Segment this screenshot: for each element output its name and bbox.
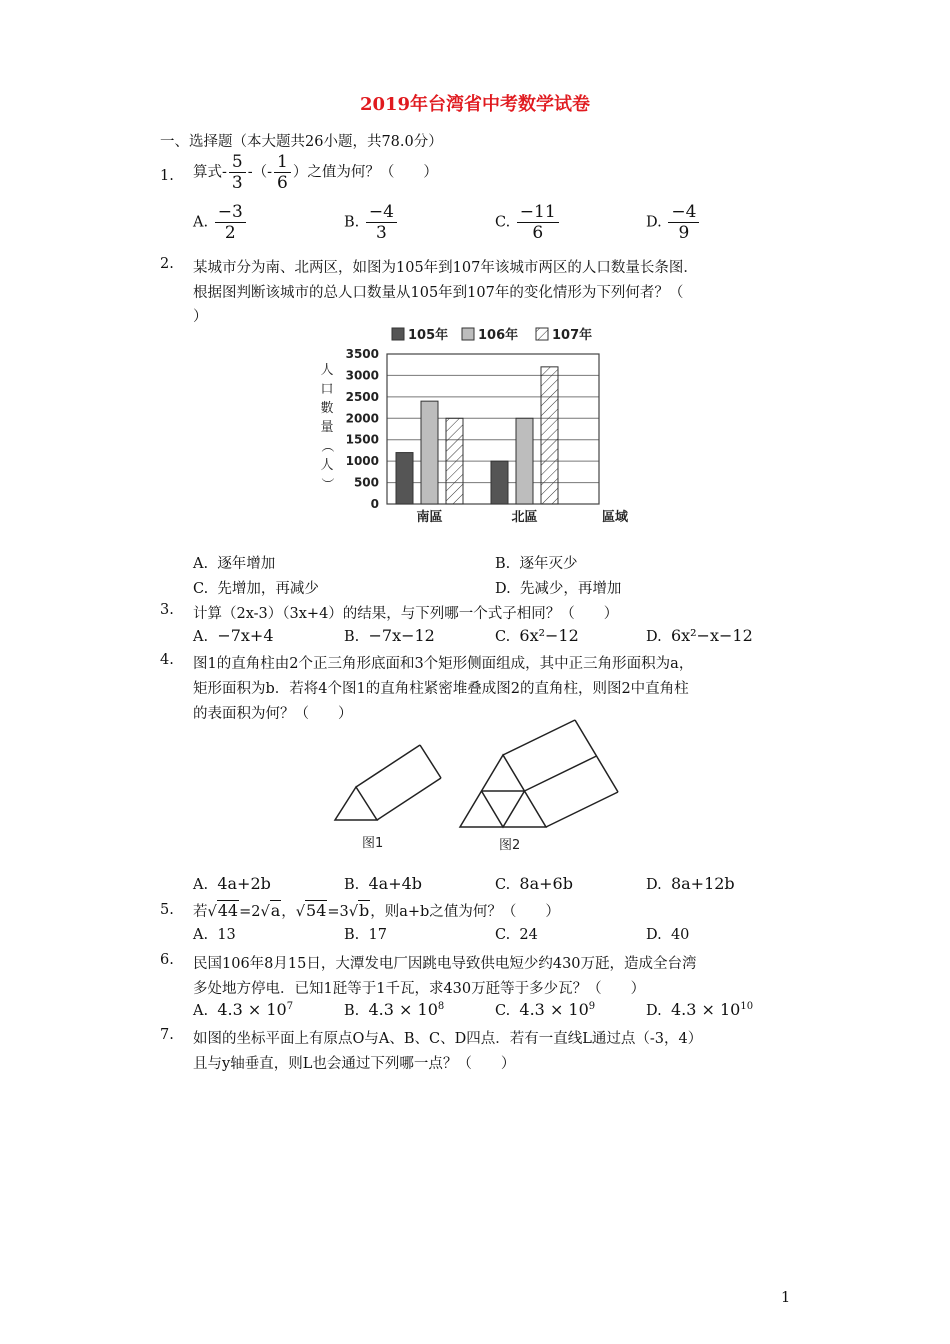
q5-a-label: A. — [193, 927, 209, 943]
q5-option-d[interactable] — [646, 927, 689, 943]
q3-b-text: −7x−12 — [368, 626, 435, 645]
y-axis-label-char: 人 — [320, 363, 334, 378]
q5-c-text: 24 — [519, 927, 538, 943]
q4-d-text: 8a+12b — [670, 874, 735, 893]
q2-line2: 根据图判断该城市的总人口数量从105年到107年的变化情形为下列何者？（ — [193, 285, 684, 301]
legend-label: 106年 — [478, 328, 519, 343]
legend-swatch-106年 — [462, 328, 474, 340]
q5-c-label: C. — [495, 927, 511, 943]
q6-a-base: 4.3 × 10 — [217, 1000, 287, 1019]
q1-f2-den: 6 — [277, 173, 288, 193]
q6-line1: 民国106年8月15日，大潭发电厂因跳电导致供电短少约430万瓩，造成全台湾 — [193, 956, 697, 972]
chart-legend — [392, 327, 592, 343]
q4-line3: 的表面积为何？（ ） — [193, 706, 353, 722]
y-tick-label: 1000 — [345, 454, 379, 469]
q3-d-text: 6x²−x−12 — [670, 626, 753, 645]
q5-part1: 若 — [193, 904, 208, 920]
q3-option-b[interactable] — [344, 626, 435, 645]
q2-option-b[interactable] — [495, 552, 577, 573]
q2-option-a[interactable] — [193, 552, 275, 573]
legend-label: 107年 — [552, 328, 593, 343]
q4-b-text: 4a+4b — [368, 874, 423, 893]
q4-b-label: B. — [344, 877, 360, 893]
q1-f1-num: 5 — [229, 152, 246, 173]
y-axis-label-char: 人 — [320, 458, 334, 473]
q1-prefix: 算式- — [193, 164, 227, 181]
legend-swatch-105年 — [392, 328, 404, 340]
q1-option-c[interactable] — [495, 202, 561, 243]
q5-option-b[interactable] — [344, 927, 387, 943]
q5-stem: 若√44=2√a，√54=3√b，则a+b之值为何？（ ） — [193, 901, 560, 920]
q6-option-b[interactable] — [344, 1000, 444, 1019]
bar-106年-南區 — [421, 401, 438, 504]
y-axis-label-char: 口 — [320, 382, 334, 397]
q6-d-label: D. — [646, 1003, 662, 1019]
q4-option-d[interactable] — [646, 874, 735, 893]
y-tick-label: 3500 — [345, 347, 379, 361]
y-tick-label: 2000 — [345, 411, 379, 426]
q6-c-base: 4.3 × 10 — [519, 1000, 589, 1019]
y-tick-label: 500 — [353, 475, 379, 490]
q1-mid: -（- — [247, 164, 273, 181]
q3-b-label: B. — [344, 629, 360, 645]
q5-radicand-2: a — [270, 901, 281, 920]
q6-option-c[interactable] — [495, 1000, 595, 1019]
page-title: 2019年台湾省中考数学试卷 — [359, 94, 591, 115]
q1-suffix: ）之值为何？（ ） — [292, 164, 438, 181]
q1-d-num: −4 — [668, 202, 699, 223]
section-heading: 一、选择题（本大题共26小题，共78.0分） — [160, 134, 443, 150]
bar-107年-北區 — [541, 367, 558, 504]
q1-c-den: 6 — [532, 223, 544, 243]
bar-107年-南區 — [446, 418, 463, 504]
q2-a-label: A. — [193, 556, 209, 572]
q3-a-label: A. — [193, 629, 209, 645]
q3-option-a[interactable] — [193, 626, 274, 645]
bar-106年-北區 — [516, 418, 533, 504]
y-tick-label: 3000 — [345, 368, 379, 383]
q1-d-den: 9 — [678, 223, 690, 243]
q7-line1: 如图的坐标平面上有原点O与A、B、C、D四点．若有一直线L通过点（-3，4） — [193, 1031, 703, 1047]
q1-b-den: 3 — [375, 223, 387, 243]
q1-b-label: B. — [344, 214, 360, 231]
q5-part3: ， — [281, 904, 296, 920]
chart-bars — [396, 367, 558, 504]
y-axis-label-char: 數 — [320, 401, 334, 416]
q1-f1-den: 3 — [231, 173, 243, 193]
q5-a-text: 13 — [217, 927, 236, 943]
q2-option-d[interactable] — [495, 577, 621, 598]
q4-option-a[interactable] — [193, 874, 271, 893]
q4-option-b[interactable] — [344, 874, 422, 893]
chart-axis-labels — [319, 347, 629, 525]
figure-1-prism — [335, 745, 441, 820]
q6-c-exp: 9 — [588, 1001, 596, 1013]
q1-fraction-2 — [274, 152, 291, 193]
q4-option-c[interactable] — [495, 874, 573, 893]
q2-line3: ） — [193, 309, 208, 325]
q1-b-num: −4 — [366, 202, 397, 223]
q1-number: 1. — [160, 168, 174, 184]
q1-c-num: −11 — [517, 202, 559, 223]
q4-line1: 图1的直角柱由2个正三角形底面和3个矩形侧面组成，其中正三角形面积为a， — [193, 656, 694, 672]
q3-option-d[interactable] — [646, 626, 753, 645]
q5-radicand-4: b — [359, 901, 370, 920]
q4-c-text: 8a+6b — [519, 874, 573, 893]
q3-number: 3. — [160, 602, 174, 618]
q5-b-label: B. — [344, 927, 360, 943]
q1-a-label: A. — [193, 214, 209, 231]
q2-d-text: 先减少，再增加 — [519, 581, 622, 597]
q5-d-text: 40 — [670, 927, 690, 943]
q2-c-text: 先增加，再减少 — [217, 581, 319, 597]
q1-option-b[interactable] — [344, 202, 399, 243]
q6-option-a[interactable] — [193, 1000, 293, 1019]
q7-number: 7. — [160, 1027, 174, 1043]
q3-stem: 计算（2x-3）（3x+4）的结果，与下列哪一个式子相同？（ ） — [193, 606, 619, 622]
q6-b-exp: 8 — [437, 1001, 445, 1013]
q6-b-label: B. — [344, 1003, 360, 1019]
figure-2-prism — [460, 720, 618, 827]
q2-line1: 某城市分为南、北两区，如图为105年到107年该城市两区的人口数量长条图． — [193, 260, 698, 276]
q3-d-label: D. — [646, 629, 662, 645]
y-axis-label-char: 量 — [320, 420, 334, 435]
q5-option-c[interactable] — [495, 927, 538, 943]
q6-option-d[interactable] — [646, 1000, 753, 1019]
q2-option-c[interactable] — [193, 577, 319, 598]
q3-c-text: 6x²−12 — [519, 626, 579, 645]
q4-c-label: C. — [495, 877, 511, 893]
q5-part4: =3 — [327, 904, 349, 920]
q2-c-label: C. — [193, 581, 209, 597]
q2-d-label: D. — [495, 581, 511, 597]
q4-a-label: A. — [193, 877, 209, 893]
q4-line2: 矩形面积为b．若将4个图1的直角柱紧密堆叠成图2的直角柱，则图2中直角柱 — [193, 681, 689, 697]
q1-option-a[interactable] — [193, 202, 248, 243]
q5-radicand-3: 54 — [306, 901, 327, 920]
figure-2-label: 图2 — [499, 838, 521, 853]
q2-number: 2. — [160, 256, 174, 272]
q6-d-exp: 10 — [740, 1001, 754, 1013]
q3-a-text: −7x+4 — [217, 626, 274, 645]
q4-a-text: 4a+2b — [217, 874, 271, 893]
q1-fraction-1 — [229, 152, 246, 193]
y-axis-label-char: ） — [319, 477, 334, 491]
q5-number: 5. — [160, 902, 174, 918]
q6-c-label: C. — [495, 1003, 511, 1019]
q5-radicand-1: 44 — [217, 901, 239, 920]
population-bar-chart — [300, 320, 640, 530]
q2-b-text: 逐年灭少 — [519, 556, 578, 572]
figure-1-label: 图1 — [362, 836, 384, 851]
q1-c-label: C. — [495, 214, 511, 231]
x-axis-label: 區域 — [601, 510, 629, 525]
legend-swatch-107年 — [536, 328, 548, 340]
bar-105年-北區 — [491, 461, 508, 504]
q6-number: 6. — [160, 952, 174, 968]
x-tick-label: 北區 — [511, 510, 538, 525]
q1-a-den: 2 — [224, 223, 236, 243]
q1-f2-num: 1 — [274, 152, 291, 173]
q5-option-a[interactable] — [193, 927, 236, 943]
y-tick-label: 2500 — [345, 389, 379, 404]
q2-b-label: B. — [495, 556, 511, 572]
q6-a-exp: 7 — [286, 1001, 294, 1013]
y-tick-label: 1500 — [345, 432, 379, 447]
q1-a-num: −3 — [215, 202, 246, 223]
q5-b-text: 17 — [368, 927, 387, 943]
q4-number: 4. — [160, 652, 174, 668]
q7-line2: 且与y轴垂直，则L也会通过下列哪一点？（ ） — [193, 1056, 516, 1072]
q6-b-base: 4.3 × 10 — [368, 1000, 438, 1019]
q1-option-d[interactable] — [646, 202, 701, 243]
x-tick-label: 南區 — [416, 510, 443, 525]
q5-part2: =2 — [239, 904, 261, 920]
y-tick-label: 0 — [370, 497, 379, 511]
q1-d-label: D. — [646, 214, 662, 231]
prism-figures — [325, 715, 645, 860]
y-axis-label-char: （ — [319, 439, 334, 453]
q6-line2: 多处地方停电．已知1瓩等于1千瓦，求430万瓩等于多少瓦？（ ） — [193, 981, 646, 997]
q5-part5: ，则a+b之值为何？（ ） — [370, 904, 560, 920]
q5-d-label: D. — [646, 927, 662, 943]
bar-105年-南區 — [396, 453, 413, 504]
legend-label: 105年 — [408, 328, 449, 343]
q1-stem — [193, 152, 438, 193]
q6-a-label: A. — [193, 1003, 209, 1019]
page-number: 1 — [781, 1290, 791, 1306]
q3-c-label: C. — [495, 629, 511, 645]
q3-option-c[interactable] — [495, 626, 579, 645]
q2-a-text: 逐年增加 — [217, 556, 276, 572]
q6-d-base: 4.3 × 10 — [670, 1000, 741, 1019]
q4-d-label: D. — [646, 877, 662, 893]
